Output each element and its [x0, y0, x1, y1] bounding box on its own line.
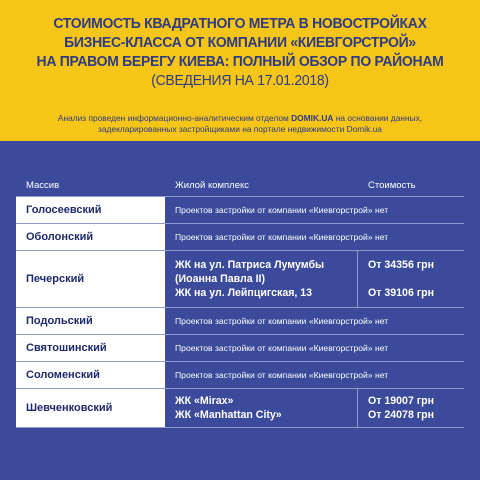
- no-projects-text: Проектов застройки от компании «Киевгорстрой» нет: [175, 369, 389, 380]
- price-value: От 24078 грн: [368, 409, 435, 421]
- table-row: [16, 334, 464, 361]
- region-cell: Оболонский: [16, 224, 166, 250]
- complex-cell: [166, 362, 464, 388]
- region-cell: Святошинский: [16, 335, 166, 361]
- complex-cell: [166, 251, 358, 307]
- table-row: [16, 196, 464, 223]
- header-banner: [0, 0, 480, 141]
- note-brand: DOMIK.UA: [291, 113, 334, 123]
- page-title: [28, 14, 451, 90]
- region-cell: Печерский: [16, 251, 166, 307]
- source-note: [40, 113, 440, 135]
- complex-name: ЖК на ул. Патриса Лумумбы: [175, 259, 325, 271]
- complex-name: (Иоанна Павла II): [175, 273, 265, 285]
- note-suffix: на основании данных, задекларированных застройщиками на портале недвижимости Domik.ua: [98, 113, 423, 134]
- title-line-1: СТОИМОСТЬ КВАДРАТНОГО МЕТРА В НОВОСТРОЙКАХ: [53, 15, 427, 32]
- complex-name: ЖК на ул. Лейпцигская, 13: [175, 287, 313, 299]
- table-row: [16, 250, 464, 307]
- price-value: [368, 272, 464, 286]
- table-header: [16, 176, 464, 196]
- table-row: [16, 388, 464, 428]
- header-price: Стоимость: [368, 180, 416, 191]
- table-row: [16, 361, 464, 388]
- header-region: Массив: [26, 180, 60, 191]
- complex-cell: [166, 224, 464, 250]
- complex-cell: [166, 389, 358, 427]
- region-cell: Голосеевский: [16, 197, 166, 223]
- complex-cell: [166, 308, 464, 334]
- region-cell: Шевченковский: [16, 389, 166, 427]
- title-line-3: НА ПРАВОМ БЕРЕГУ КИЕВА: ПОЛНЫЙ ОБЗОР ПО РАЙОНАМ: [36, 53, 444, 70]
- header-complex: Жилой комплекс: [175, 180, 250, 191]
- price-cell: [358, 389, 464, 427]
- no-projects-text: Проектов застройки от компании «Киевгорстрой» нет: [175, 315, 389, 326]
- note-prefix: Анализ проведен информационно-аналитическим отделом: [57, 113, 292, 123]
- region-cell: Подольский: [16, 308, 166, 334]
- complex-cell: [166, 197, 464, 223]
- no-projects-text: Проектов застройки от компании «Киевгорстрой» нет: [175, 342, 389, 353]
- no-projects-text: Проектов застройки от компании «Киевгорстрой» нет: [175, 204, 389, 215]
- price-value: От 19007 грн: [368, 395, 435, 407]
- price-cell: [358, 251, 464, 307]
- price-table: [16, 176, 464, 428]
- region-cell: Соломенский: [16, 362, 166, 388]
- price-value: От 34356 грн: [368, 259, 435, 271]
- table-row: [16, 307, 464, 334]
- no-projects-text: Проектов застройки от компании «Киевгорстрой» нет: [175, 231, 389, 242]
- table-body: [16, 196, 464, 428]
- price-value: От 39106 грн: [368, 287, 435, 299]
- title-line-2: БИЗНЕС-КЛАССА ОТ КОМПАНИИ «КИЕВГОРСТРОЙ»: [64, 34, 416, 51]
- title-date: (СВЕДЕНИЯ НА 17.01.2018): [151, 72, 329, 89]
- table-row: [16, 223, 464, 250]
- complex-cell: [166, 335, 464, 361]
- complex-name: ЖК «Manhattan City»: [175, 409, 282, 421]
- complex-name: ЖК «Mirax»: [175, 395, 234, 407]
